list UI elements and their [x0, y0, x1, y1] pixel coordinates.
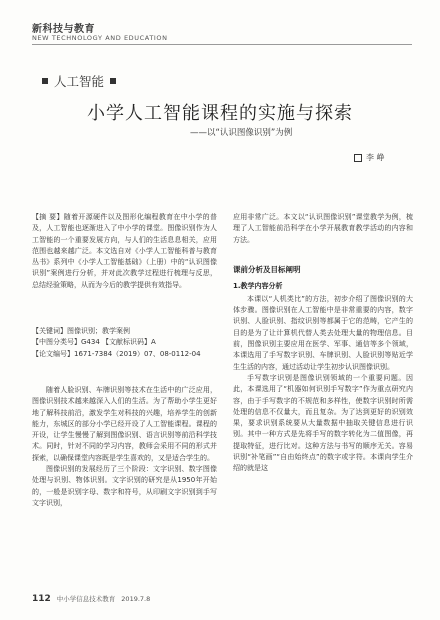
keywords-block — [32, 326, 217, 360]
body-paragraph: 图像识别的发展经历了三个阶段：文字识别、数字图像处理与识别、物体识别。文字识别的研究是从1950年开始的，一般是识别字母、数字和符号，从印刷文字识别到手写文字识别， — [32, 465, 217, 507]
author-name: 李 峥 — [366, 153, 385, 162]
abstract-text: 【摘 要】随着开源硬件以及图形化编程教育在中小学的普及，人工智能也逐渐进入了中小学的课堂。图像识别作为人工智能的一个重要发展方向，与人们的生活息息相关，应用范围也越来越广泛。本文选自对《小学人工智能科普与教育丛书》系列中《小学人工智能基础》（上册）中的“认识图像识别”案例进行分析，并对此次教学过程进行梳理与反思，总结经验策略，从而为今后的教学提供有效指导。 — [32, 213, 217, 289]
footer-date: 2019.7.8 — [121, 595, 151, 603]
section-label-text: 人工智能 — [54, 74, 105, 89]
right-body — [233, 212, 413, 475]
article-author — [354, 152, 385, 163]
abstract-block — [32, 212, 217, 291]
page-footer — [32, 594, 150, 604]
body-paragraph: 手写数字识别是图像识别领域的一个重要问题。因此，本课选用了“机器如何识别手写数字”作为重点研究内容，由于手写数字的不规范和多样性，使数字识别时所需处理的信息不仅量大，而且复杂。为了达到更好的识别效果，要求识别系统要从大量数据中抽取关键信息进行识别。其中一种方式是先将手写的数字转化为二值图像，再提取特征，进行比对。这种方法与书写的顺序无关。容易识别“补笔画”“自由始终点”的数字或字符。本课向学生介绍的就是这 — [233, 373, 413, 473]
body-paragraph: 随着人脸识别、车牌识别等技术在生活中的广泛应用，图像识别技术越来越深入人们的生活。为了帮助小学生更好地了解科技前沿，激发学生对科技的兴趣，培养学生的创新能力，东城区的部分小学已经开设了人工智能课程。课程的开设，让学生慢慢了解到图像识别、语言识别等前沿科学技术。同时，针对不同的学习内容，教师会采用不同的形式并探索，以确保课堂内容既是学生喜欢的，又是适合学生的。 — [32, 386, 217, 462]
section-label — [42, 72, 116, 90]
header-divider — [32, 44, 412, 45]
body-paragraph: 本课以“人机类比”的方法，初步介绍了图像识别的大体步骤。图像识别在人工智能中是非常重要的内容，数字识别、人脸识别、指纹识别等都属于它的范畴，它产生的目的是为了让计算机代替人类去处理大量的物理信息。目前，图像识别主要应用在医学、军事、通信等多个领域，本课选用了手写数字识别、车牌识别、人脸识别等贴近学生生活的内容，通过活动让学生初步认识图像识别。 — [233, 294, 413, 371]
subsection-heading: 1.教学内容分析 — [233, 281, 283, 290]
section-heading: 课前分析及目标阐明 — [233, 264, 301, 274]
paper-number-line: 【论文编号】1671-7384（2019）07、08-0112-04 — [32, 349, 201, 358]
left-body — [32, 385, 217, 509]
square-bullet-icon — [110, 78, 116, 84]
classification-line: 【中图分类号】G434 【文献标识码】A — [32, 338, 156, 347]
article-subtitle: ——以“认识图像识别”为例 — [190, 128, 293, 138]
keywords-line: 【关键词】图像识别；教学案例 — [32, 327, 130, 335]
square-bullet-icon — [42, 78, 48, 84]
journal-title-cn: 新科技与教育 — [32, 24, 95, 35]
footer-journal: 中小学信息技术教育 — [56, 595, 116, 603]
journal-title-en: NEW TECHNOLOGY AND EDUCATION — [32, 34, 168, 42]
body-paragraph: 应用非常广泛。本文以“认识图像识别”课堂教学为例，梳理了人工智能前沿科学在小学开展教育教学活动的内容和方法。 — [233, 213, 413, 244]
article-title: 小学人工智能课程的实施与探索 — [87, 103, 353, 124]
page-number: 112 — [32, 594, 51, 604]
author-square-icon — [354, 154, 362, 162]
